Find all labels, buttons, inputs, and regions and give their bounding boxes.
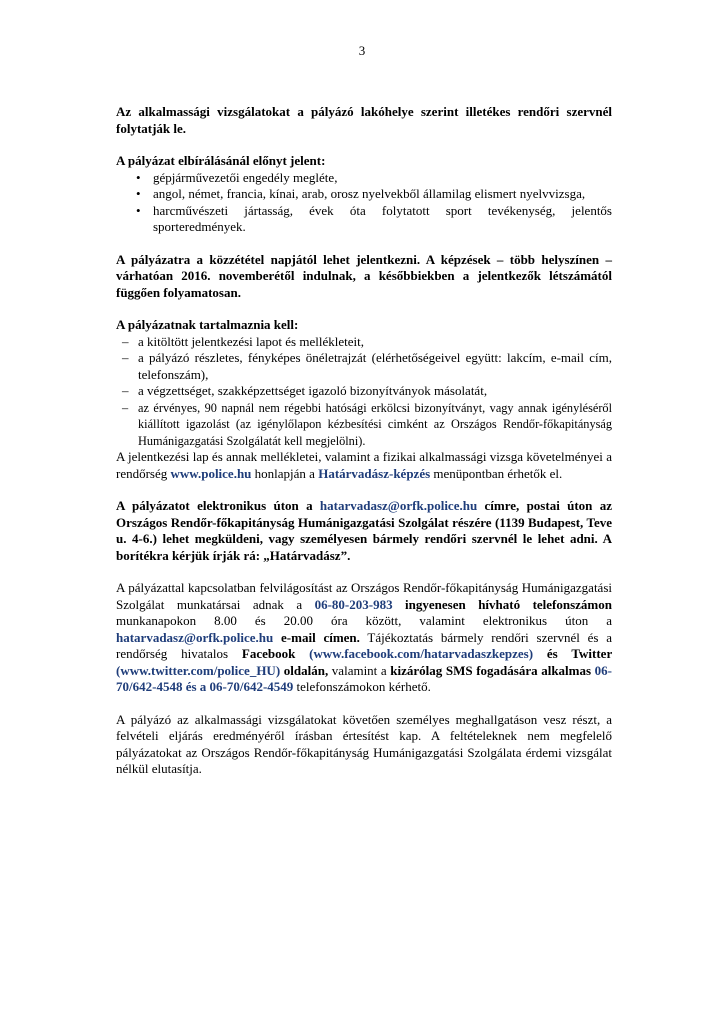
- sms-phone-numbers: 06-70/642-4548 és a 06-70/642-4549: [116, 662, 612, 694]
- contents-heading: A pályázatnak tartalmaznia kell:: [116, 317, 299, 332]
- paragraph-contact: [116, 580, 612, 696]
- contents-list: [116, 334, 612, 450]
- advantages-heading: A pályázat elbírálásánál előnyt jelent:: [116, 153, 326, 168]
- email-link[interactable]: hatarvadasz@orfk.police.hu: [319, 498, 478, 513]
- text: oldalán,: [280, 662, 329, 678]
- list-item: – a pályázó részletes, fényképes önéletrajzát (elérhetőségeivel együtt: lakcím, e-mail cím, telefonszám),: [138, 350, 612, 383]
- twitter-link[interactable]: (www.twitter.com/police_HU): [116, 662, 281, 678]
- text: címre, postai úton az Országos Rendőr-főkapitányság Humánigazgatási Szolgálat részére (1139 Budapest, Teve u. 4-6.) lehet megküldeni, vagy személyesen bármely rendőri szervnél le lehet adni. A borítékra kérjük írják rá: „Határvadász”.: [116, 498, 612, 563]
- twitter-label: és Twitter: [533, 646, 612, 661]
- text: telefonszámokon kérhető.: [293, 679, 431, 694]
- list-item: – a kitöltött jelentkezési lapot és mellékleteit,: [138, 334, 612, 351]
- list-item: – a végzettséget, szakképzettséget igazoló bizonyítványok másolatát,: [138, 383, 612, 400]
- list-item: – az érvényes, 90 napnál nem régebbi hatósági erkölcsi bizonyítványt, vagy annak igényléséről kiállított igazolást (az igénylőlapon kézbesítési cimként az Országos Rendőr-főkapitányság Humánigazgatási Szolgálatát kell megjelölni).: [138, 400, 612, 450]
- list-item: • gépjárművezetői engedély megléte,: [153, 170, 612, 187]
- text: valamint a: [328, 662, 391, 678]
- list-item: • harcművészeti jártasság, évek óta folytatott sport tevékenység, jelentős sporteredmények.: [153, 203, 612, 236]
- facebook-label: Facebook: [241, 646, 296, 661]
- police-website-link[interactable]: www.police.hu: [170, 465, 252, 481]
- text: A pályázatot elektronikus úton a: [116, 498, 320, 513]
- text: honlapján a: [251, 465, 319, 481]
- paragraph-submission: [116, 498, 612, 564]
- text: menüpontban érhetők el.: [430, 465, 563, 481]
- advantages-list: [116, 170, 612, 236]
- paragraph-exam-location: Az alkalmassági vizsgálatokat a pályázó lakóhelye szerint illetékes rendőri szervnél folytatják le.: [116, 104, 612, 136]
- paragraph-application-period: A pályázatra a közzététel napjától lehet jelentkezni. A képzések – több helyszínen – várhatóan 2016. novemberétől indulnak, a későbbiekben a jelentkezők létszámától függően folyamatosan.: [116, 251, 612, 300]
- border-guard-training-link[interactable]: Határvadász-képzés: [318, 465, 431, 481]
- document-body: [116, 104, 612, 778]
- text: A pályázattal kapcsolatban felvilágosítást az Országos Rendőr-főkapitányság Humánigazgatási Szolgálat munkatársai adnak a: [116, 580, 612, 612]
- paragraph-hearing: A pályázó az alkalmassági vizsgálatokat követően személyes meghallgatáson vesz részt, a felvételi eljárás eredményéről írásban értesítést kap. A feltételeknek nem megfelelő pályázatokat az Országos Rendőr-főkapitányság Humánigazgatási Szolgálata érdemi vizsgálat nélkül elutasítja.: [116, 711, 612, 776]
- text: munkanapokon 8.00 és 20.00 óra között, valamint elektronikus úton a: [116, 613, 612, 628]
- text: ingyenesen hívható telefonszámon: [392, 596, 612, 612]
- sms-only-note: kizárólag SMS fogadására alkalmas: [390, 662, 592, 678]
- phone-number[interactable]: 06-80-203-983: [314, 596, 393, 612]
- facebook-link[interactable]: (www.facebook.com/hatarvadaszkepzes): [295, 646, 534, 661]
- text: Tájékoztatás bármely rendőri szervnél és a rendőrség hivatalos: [116, 629, 612, 661]
- text: e-mail címen.: [273, 629, 360, 645]
- page-number: 3: [358, 43, 366, 58]
- email-link[interactable]: hatarvadasz@orfk.police.hu: [116, 629, 274, 645]
- text: A jelentkezési lap és annak mellékletei, valamint a fizikai alkalmassági vizsga követelményei a rendőrség: [116, 449, 612, 481]
- list-item: • angol, német, francia, kínai, arab, orosz nyelvekből államilag elismert nyelvvizsga,: [153, 186, 612, 203]
- paragraph-forms-info: [116, 449, 612, 482]
